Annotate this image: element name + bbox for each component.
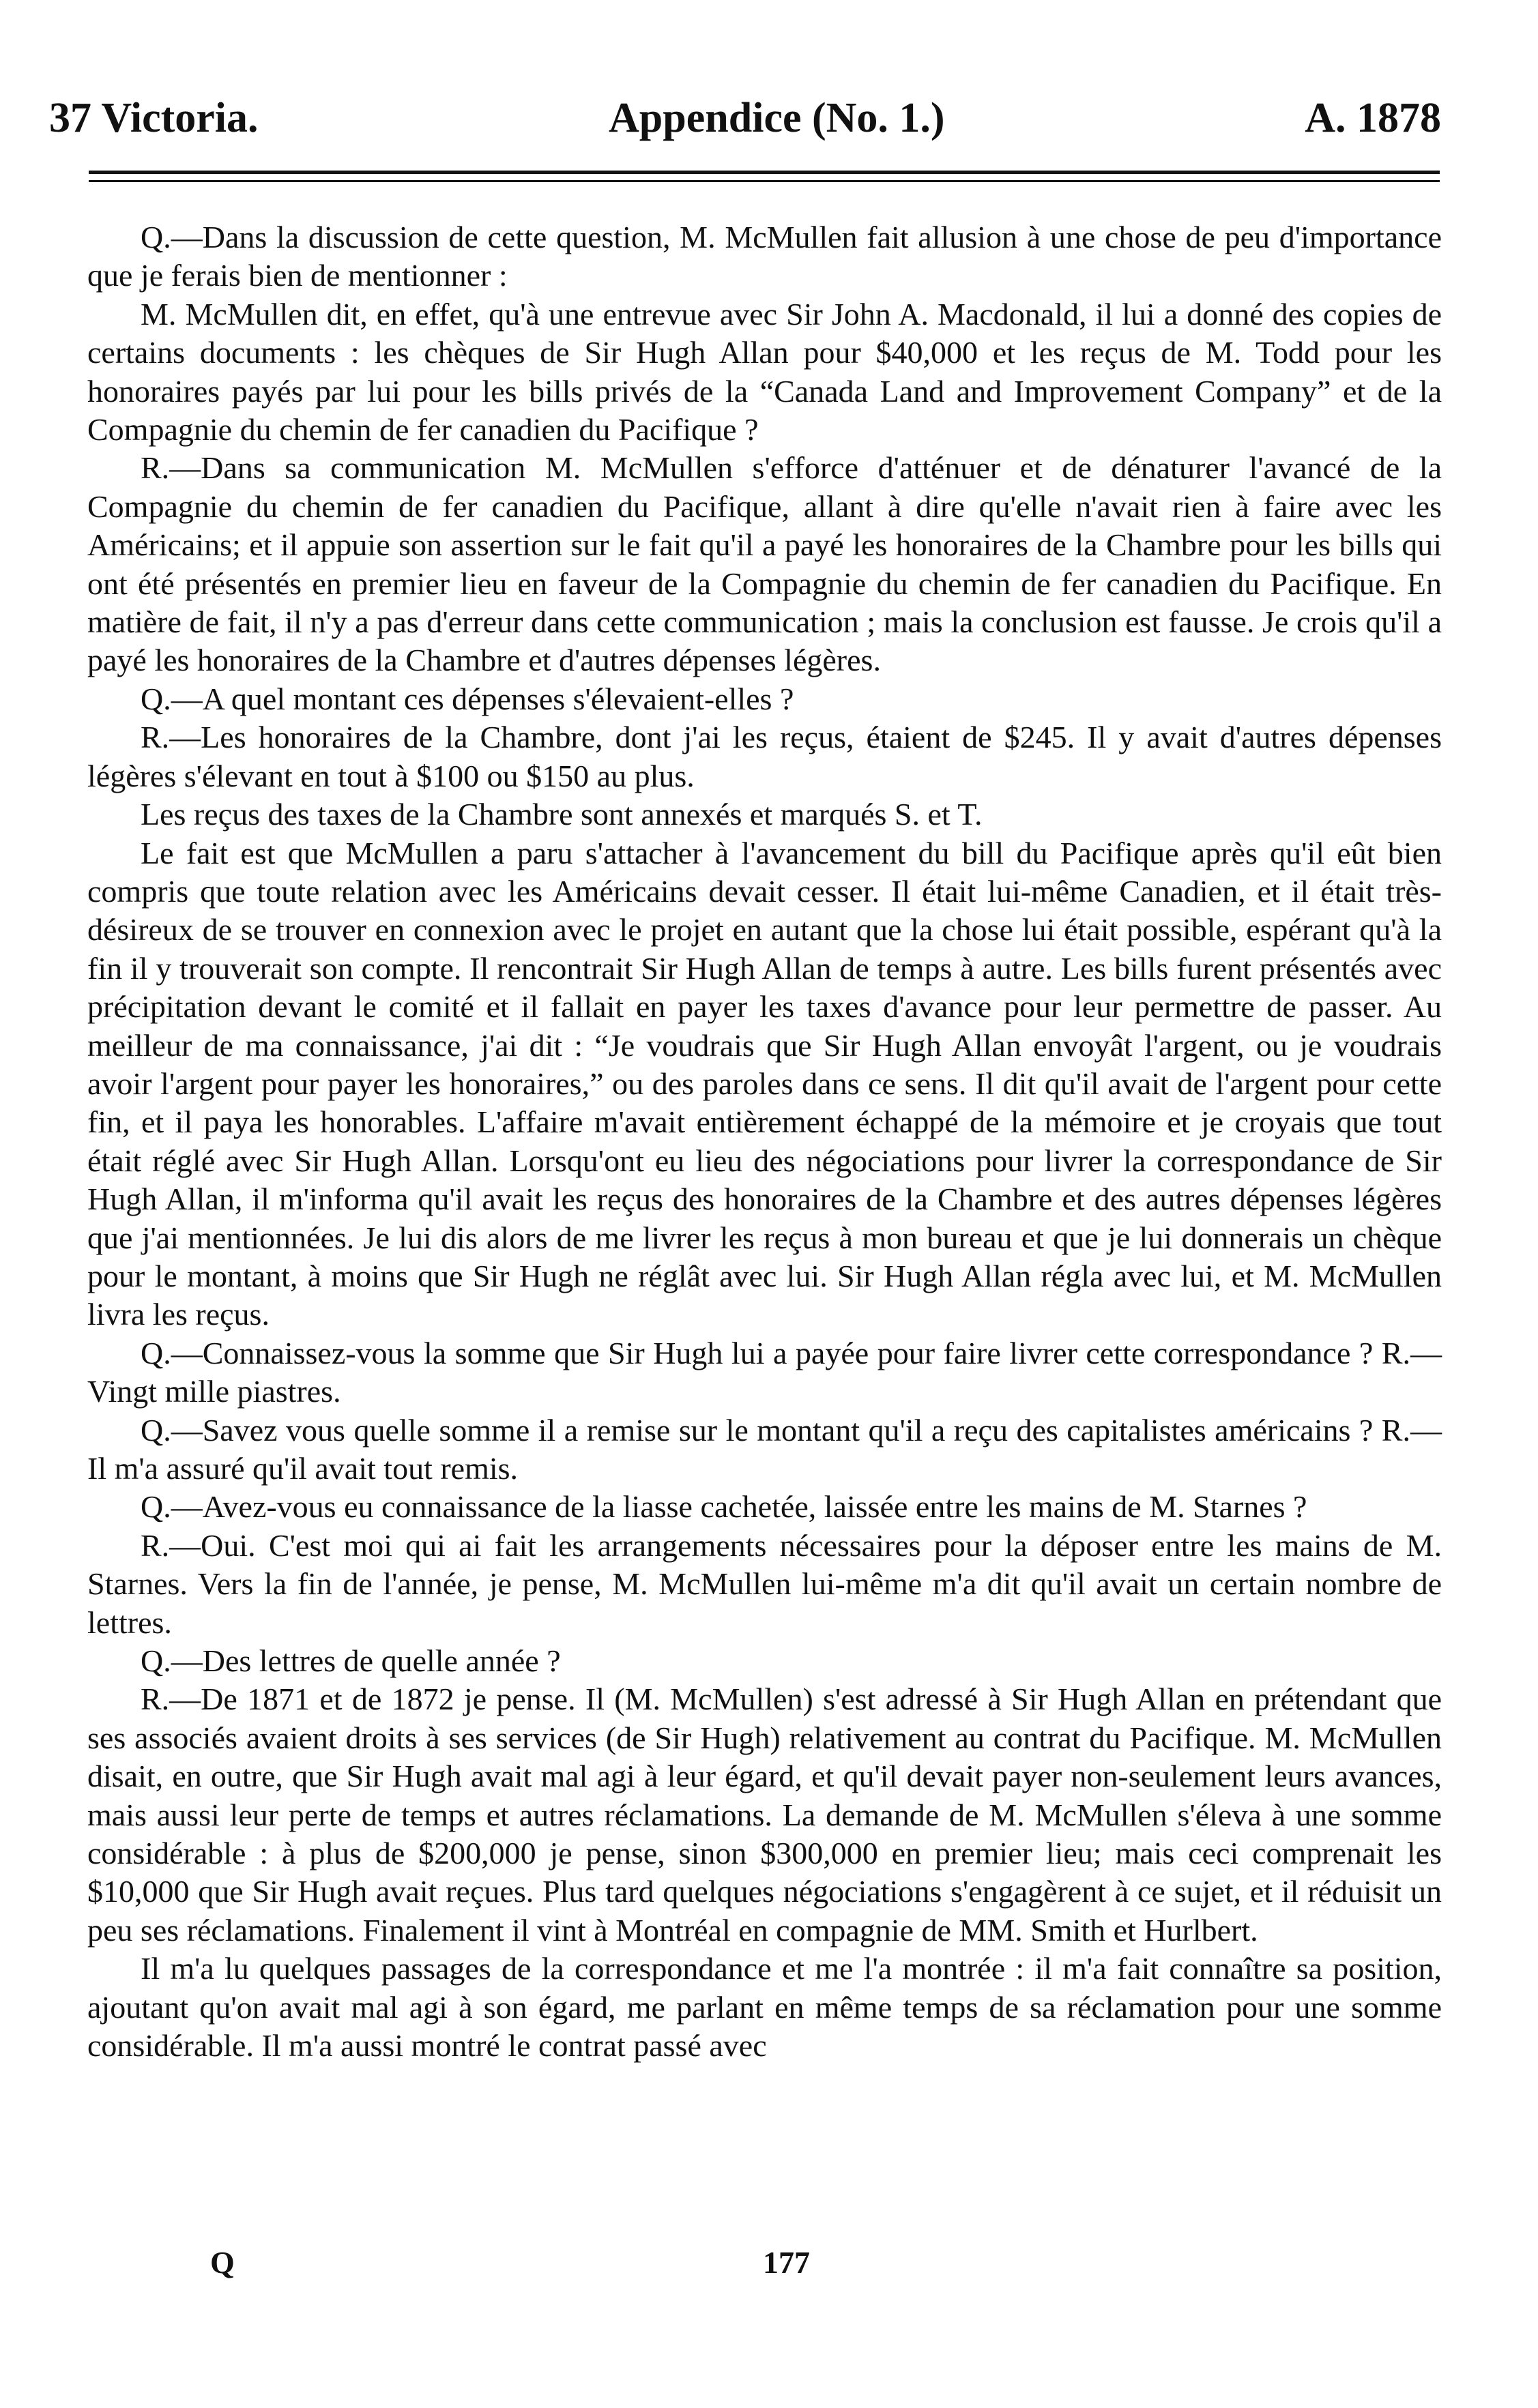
paragraph: Q.—A quel montant ces dépenses s'élevaient-elles ? [141, 681, 794, 716]
paragraph: R.—Les honoraires de la Chambre, dont j'ai les reçus, étaient de $245. Il y avait d'autres dépenses légères s'élevant en tout à $100 ou $150 au plus. [87, 720, 1442, 793]
signature-mark: Q [210, 2245, 235, 2280]
page-number: 177 [763, 2245, 810, 2280]
paragraph: Q.—Savez vous quelle somme il a remise sur le montant qu'il a reçu des capitalistes américains ? R.—Il m'a assuré qu'il avait tout remis. [87, 1412, 1442, 1486]
paragraph: Il m'a lu quelques passages de la correspondance et me l'a montrée : il m'a fait connaître sa position, ajoutant qu'on avait mal agi à son égard, me parlant en même temps de sa réclamation pour une somme considérable. Il m'a aussi montré le contrat passé avec [87, 1951, 1442, 2064]
paragraph: Q.—Dans la discussion de cette question, M. McMullen fait allusion à une chose de peu d'importance que je ferais bien de mentionner : [87, 220, 1442, 293]
paragraph: M. McMullen dit, en effet, qu'à une entrevue avec Sir John A. Macdonald, il lui a donné des copies de certains documents : les chèques de Sir Hugh Allan pour $40,000 et les reçus de M. Todd pour les honoraires payés par lui pour les bills privés de la “Canada Land and Improvement Company” et de la Compagnie du chemin de fer canadien du Pacifique ? [87, 296, 1442, 447]
document-body [87, 218, 1442, 2066]
running-header [49, 80, 1441, 156]
header-rule-thin [89, 180, 1440, 182]
paragraph: R.—Oui. C'est moi qui ai fait les arrangements nécessaires pour la déposer entre les mains de M. Starnes. Vers la fin de l'année, je pense, M. McMullen lui-même m'a dit qu'il avait un certain nombre de lettres. [87, 1527, 1442, 1640]
paragraph: Les reçus des taxes de la Chambre sont annexés et marqués S. et T. [141, 797, 983, 832]
paragraph: R.—Dans sa communication M. McMullen s'efforce d'atténuer et de dénaturer l'avancé de la Compagnie du chemin de fer canadien du Pacifique, allant à dire qu'elle n'avait rien à faire avec les Américains; et il appuie son assertion sur le fait qu'il a payé les honoraires de la Chambre pour les bills qui ont été présentés en premier lieu en faveur de la Compagnie du chemin de fer canadien du Pacifique. En matière de fait, il n'y a pas d'erreur dans cette communication ; mais la conclusion est fausse. Je crois qu'il a payé les honoraires de la Chambre et d'autres dépenses légères. [87, 450, 1442, 678]
paragraph: Q.—Des lettres de quelle année ? [141, 1643, 561, 1679]
header-appendix: Appendice (No. 1.) [609, 95, 945, 141]
paragraph: R.—De 1871 et de 1872 je pense. Il (M. McMullen) s'est adressé à Sir Hugh Allan en prétendant que ses associés avaient droits à ses services (de Sir Hugh) relativement au contrat du Pacifique. M. McMullen disait, en outre, que Sir Hugh avait mal agi à leur égard, et qu'il devait payer non-seulement leurs avances, mais aussi leur perte de temps et autres réclamations. La demande de M. McMullen s'éleva à une somme considérable : à plus de $200,000 je pense, sinon $300,000 en premier lieu; mais ceci comprenait les $10,000 que Sir Hugh avait reçues. Plus tard quelques négociations s'engagèrent à ce sujet, et il réduisit un peu ses réclamations. Finalement il vint à Montréal en compagnie de MM. Smith et Hurlbert. [87, 1682, 1442, 1948]
header-year: A. 1878 [1305, 95, 1441, 141]
paragraph: Q.—Avez-vous eu connaissance de la liasse cachetée, laissée entre les mains de M. Starnes ? [141, 1489, 1307, 1525]
paragraph: Le fait est que McMullen a paru s'attacher à l'avancement du bill du Pacifique après qu'il eût bien compris que toute relation avec les Américains devait cesser. Il était lui-même Canadien, et il était très-désireux de se trouver en connexion avec le projet en autant que la chose lui était possible, espérant qu'à la fin il y trouverait son compte. Il rencontrait Sir Hugh Allan de temps à autre. Les bills furent présentés avec précipitation devant le comité et il fallait en payer les taxes d'avance pour leur permettre de passer. Au meilleur de ma connaissance, j'ai dit : “Je voudrais que Sir Hugh Allan envoyât l'argent, ou je voudrais avoir l'argent pour payer les honoraires,” ou des paroles dans ce sens. Il dit qu'il avait de l'argent pour cette fin, et il paya les honorables. L'affaire m'avait entièrement échappé de la mémoire et je croyais que tout était réglé avec Sir Hugh Allan. Lorsqu'ont eu lieu des négociations pour livrer la correspondance de Sir Hugh Allan, il m'informa qu'il avait les reçus des honoraires de la Chambre et des autres dépenses légères que j'ai mentionnées. Je lui dis alors de me livrer les reçus à mon bureau et que je lui donnerais un chèque pour le montant, à moins que Sir Hugh ne réglât avec lui. Sir Hugh Allan régla avec lui, et M. McMullen livra les reçus. [87, 835, 1442, 1332]
page-footer [87, 2239, 1442, 2287]
header-session: 37 Victoria. [49, 95, 259, 141]
paragraph: Q.—Connaissez-vous la somme que Sir Hugh lui a payée pour faire livrer cette correspondance ? R.—Vingt mille piastres. [87, 1335, 1442, 1409]
header-rule-thick [89, 171, 1440, 174]
